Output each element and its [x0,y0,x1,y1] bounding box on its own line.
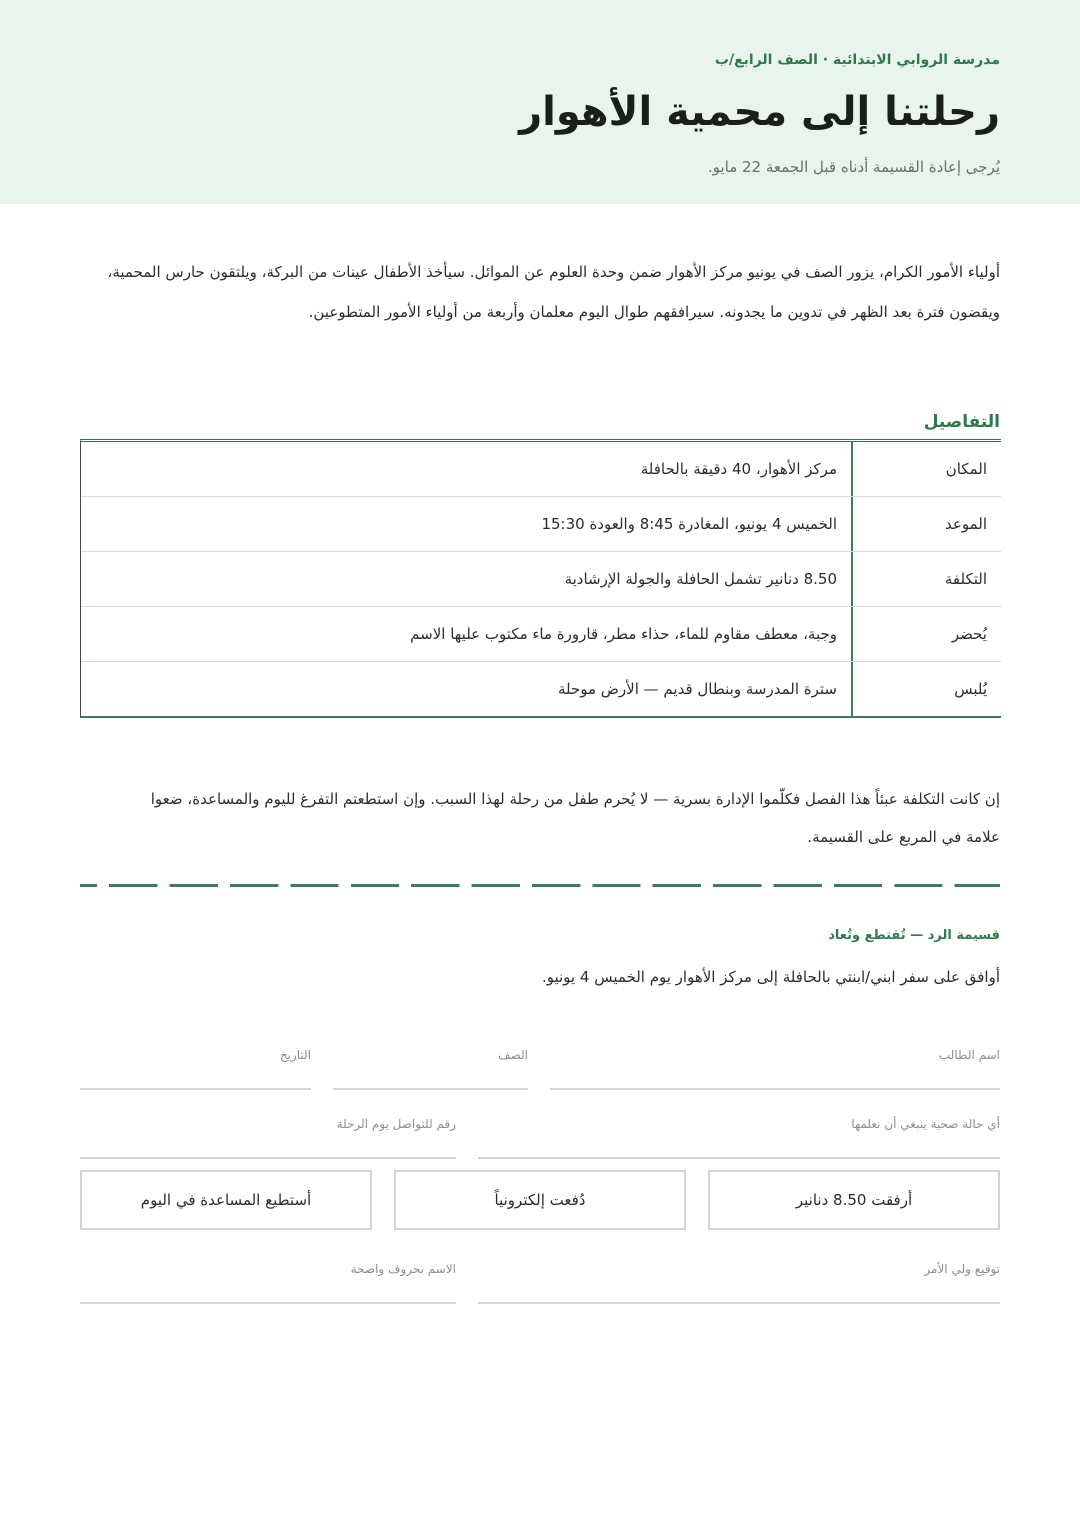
signature-field[interactable] [478,1262,1000,1304]
header-banner [0,0,1080,204]
class-field[interactable] [333,1048,528,1090]
details-value: 8.50 دنانير تشمل الحافلة والجولة الإرشادية [564,570,837,588]
health-field[interactable] [478,1117,1000,1159]
details-row-cost [81,552,1001,607]
details-row-bring [81,607,1001,662]
details-row-time [81,497,1001,552]
details-value: وجبة، معطف مقاوم للماء، حذاء مطر، قارورة ماء مكتوب عليها الاسم [410,625,837,643]
details-label: يُحضر [851,607,1001,661]
details-table [80,439,1001,718]
details-row-place [81,442,1001,497]
field-label: الصف [498,1048,528,1062]
date-field[interactable] [80,1048,311,1090]
details-label: الموعد [851,497,1001,551]
details-value: سترة المدرسة وبنطال قديم — الأرض موحلة [557,680,837,698]
field-label: أي حالة صحية ينبغي أن نعلمها [851,1117,1000,1131]
field-label: توقيع ولي الأمر [924,1262,1000,1276]
field-label: التاريخ [279,1048,311,1062]
details-label: المكان [851,442,1001,496]
school-name: مدرسة الروابي الابتدائية · الصف الرابع/ب [714,52,1000,68]
details-value: الخميس 4 يونيو، المغادرة 8:45 والعودة 15:30 [541,515,837,533]
details-label: التكلفة [851,552,1001,606]
page-title: رحلتنا إلى محمية الأهوار [519,89,1000,135]
cut-line [80,884,1000,887]
reply-slip-title: قسيمة الرد — تُقتطع وتُعاد [828,928,1000,943]
details-title: التفاصيل [923,412,1000,432]
field-label: رقم للتواصل يوم الرحلة [336,1117,456,1131]
return-note: يُرجى إعادة القسيمة أدناه قبل الجمعة 22 مايو. [707,158,1000,176]
hardship-paragraph: إن كانت التكلفة عبئاً هذا الفصل فكلّموا الإدارة بسرية — لا يُحرم طفل من رحلة لهذا السبب. وإن استطعتم التفرغ لليوم والمساعدة، ضعوا علامة في المربع على القسيمة. [150,790,1000,846]
option-can-help[interactable]: أستطيع المساعدة في اليوم [80,1170,372,1230]
details-label: يُلبس [851,662,1001,716]
consent-statement: أوافق على سفر ابني/ابنتي بالحافلة إلى مركز الأهوار يوم الخميس 4 يونيو. [541,968,1000,986]
option-paid-online[interactable]: دُفعت إلكترونياً [394,1170,686,1230]
field-label: اسم الطالب [938,1048,1000,1062]
intro-paragraph: أولياء الأمور الكرام، يزور الصف في يونيو مركز الأهوار ضمن وحدة العلوم عن الموائل. سيأخذ الأطفال عينات من البركة، ويلتقون حارس المحمية، ويقضون فترة بعد الظهر في تدوين ما يجدونه. سيرافقهم طوال اليوم معلمان وأربعة من أولياء الأمور المتطوعين. [107,263,1000,321]
contact-number-field[interactable] [80,1117,456,1159]
details-value: مركز الأهوار، 40 دقيقة بالحافلة [640,460,837,478]
print-name-field[interactable] [80,1262,456,1304]
details-row-wear [81,662,1001,716]
option-payment-enclosed[interactable]: أرفقت 8.50 دنانير [708,1170,1000,1230]
student-name-field[interactable] [550,1048,1000,1090]
field-label: الاسم بحروف واضحة [350,1262,456,1276]
